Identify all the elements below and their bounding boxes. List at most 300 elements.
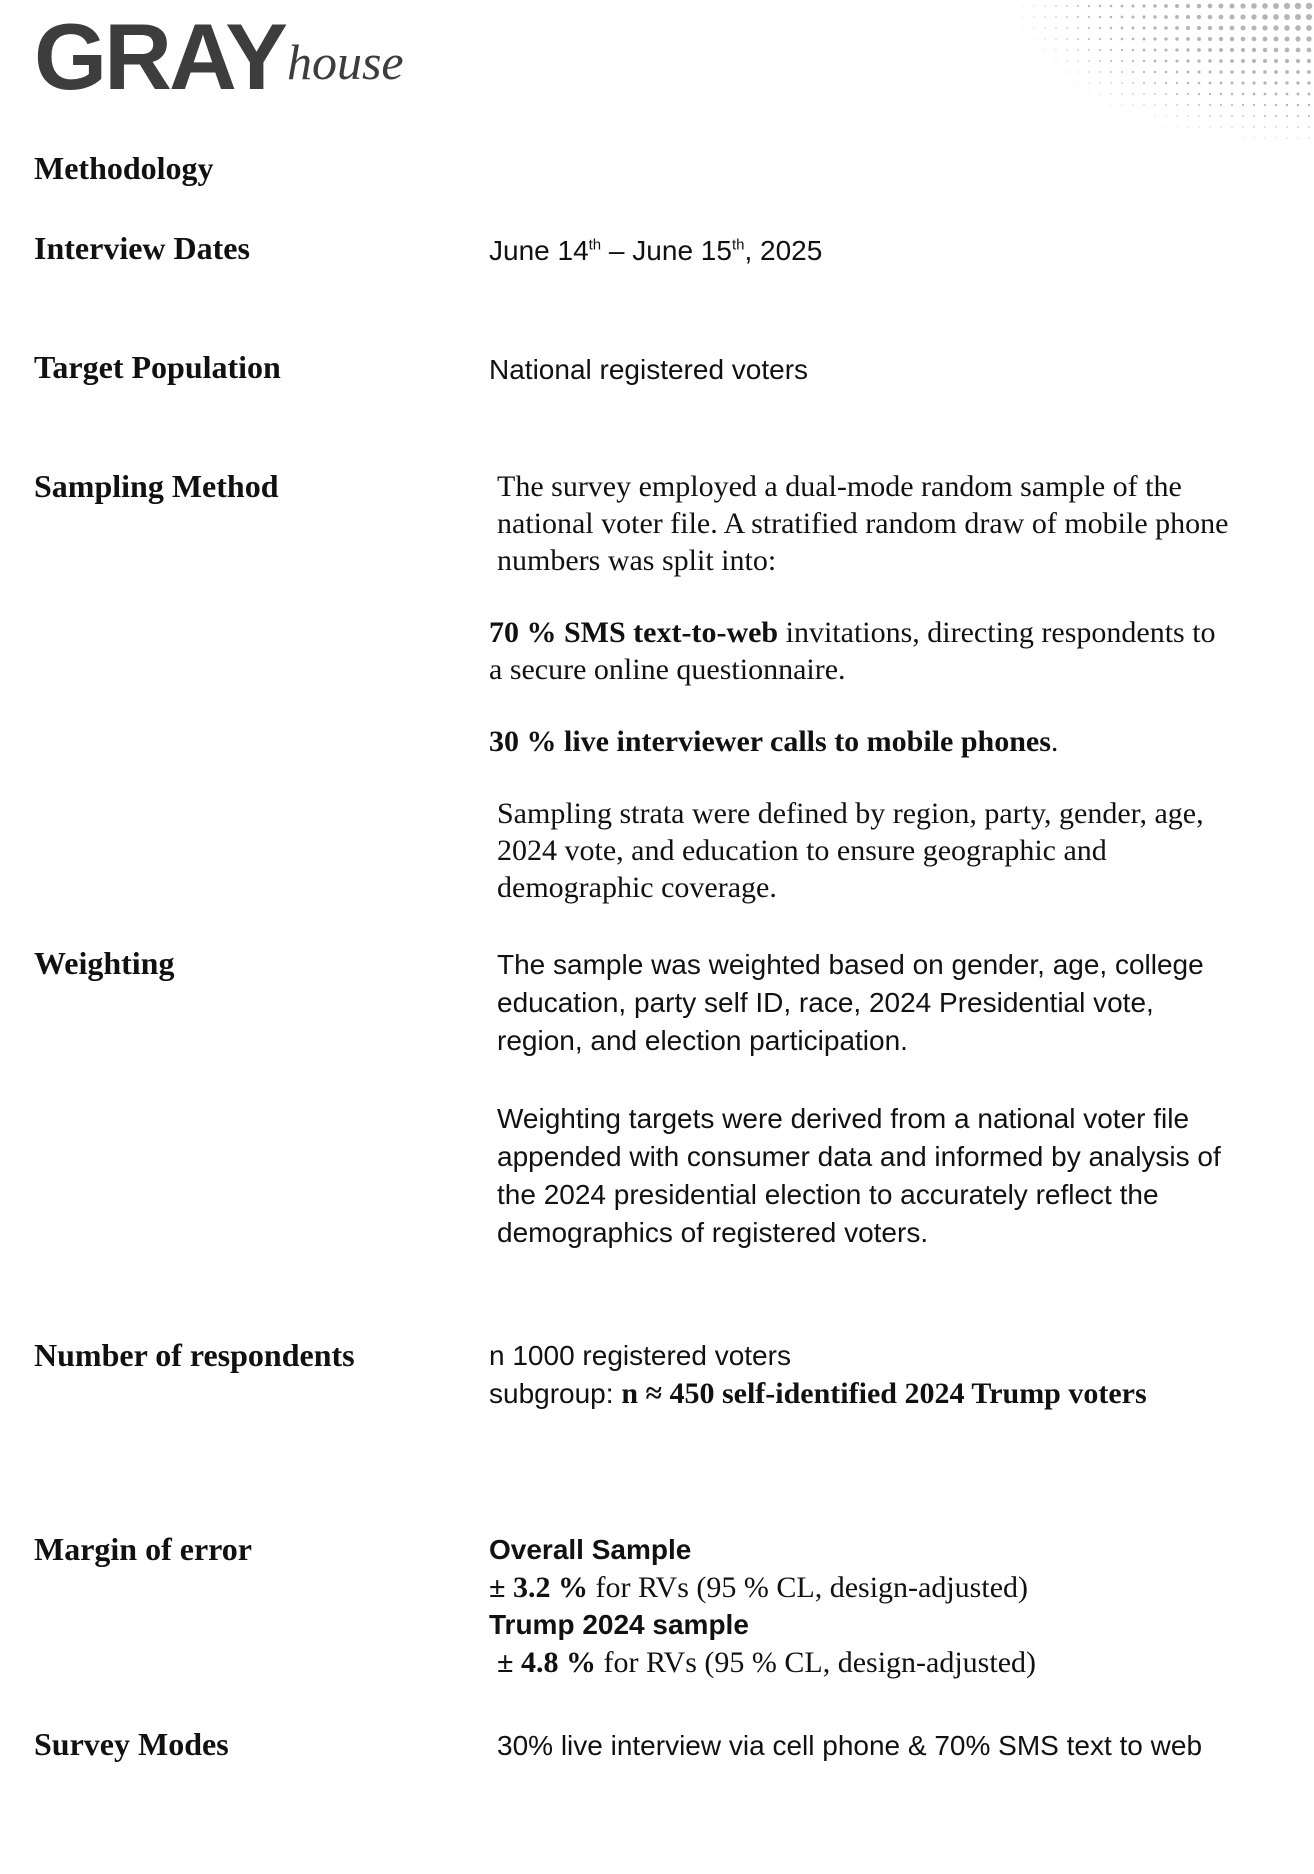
halftone-dot <box>1099 82 1100 83</box>
section-title: Methodology <box>34 150 214 186</box>
halftone-dot <box>1077 16 1079 18</box>
halftone-dot <box>1067 72 1068 73</box>
halftone-dot <box>1220 126 1221 127</box>
halftone-dot <box>1143 82 1145 84</box>
halftone-dot <box>1241 37 1246 42</box>
halftone-dot <box>1198 93 1200 95</box>
halftone-dot <box>1132 60 1134 62</box>
halftone-dot <box>1219 59 1223 63</box>
halftone-dot <box>1307 70 1311 74</box>
halftone-dot <box>1242 115 1244 117</box>
halftone-dot <box>1099 5 1101 7</box>
halftone-dot <box>1263 37 1268 42</box>
halftone-dot <box>1099 60 1101 62</box>
overall-moe: ± 3.2 % <box>489 1571 588 1604</box>
halftone-dot <box>1121 49 1123 51</box>
halftone-dot <box>1187 104 1189 106</box>
halftone-dot <box>1132 93 1133 94</box>
halftone-dot <box>1231 115 1233 117</box>
halftone-dot <box>1143 71 1145 73</box>
halftone-dot <box>1274 70 1278 74</box>
halftone-dot <box>1308 115 1310 117</box>
halftone-dot <box>1175 26 1179 30</box>
halftone-dot <box>1274 48 1279 53</box>
halftone-dot <box>1284 3 1290 9</box>
halftone-dot <box>1055 49 1056 50</box>
halftone-dot <box>1165 115 1166 116</box>
halftone-dot <box>1208 70 1211 73</box>
halftone-dot <box>1110 16 1113 19</box>
halftone-dot <box>1251 14 1256 19</box>
halftone-dot <box>1132 27 1135 30</box>
halftone-dot <box>1176 104 1178 106</box>
halftone-dot <box>1297 93 1300 96</box>
halftone-dot <box>1088 60 1090 62</box>
halftone-dot <box>1198 82 1201 85</box>
weighting-para-1: The sample was weighted based on gender, age, college education, party self ID, race, 2024 Presidential vote, region, and election participation. <box>497 949 1204 1056</box>
halftone-dot <box>1241 59 1245 63</box>
halftone-dot <box>1055 38 1056 39</box>
halftone-dot <box>1066 60 1067 61</box>
target-population-label: Target Population <box>34 349 281 385</box>
halftone-dot <box>1208 4 1213 9</box>
halftone-dot <box>1284 36 1289 41</box>
overall-sample-line <box>489 1569 1234 1606</box>
halftone-dot <box>1252 59 1256 63</box>
halftone-dot <box>1165 104 1166 105</box>
halftone-dot <box>1143 104 1144 105</box>
halftone-dot <box>1056 72 1057 73</box>
trump-sample-line <box>489 1644 1234 1681</box>
halftone-dot <box>1077 60 1078 61</box>
halftone-dot <box>1177 127 1178 128</box>
halftone-dot <box>1066 38 1067 39</box>
halftone-dot <box>1209 82 1212 85</box>
halftone-dot <box>1197 48 1201 52</box>
halftone-dot <box>1034 39 1035 40</box>
halftone-dot <box>1131 15 1134 18</box>
halftone-dot <box>1154 82 1156 84</box>
halftone-dot <box>1252 37 1257 42</box>
halftone-dot <box>1253 104 1255 106</box>
halftone-dot <box>1175 15 1179 19</box>
respondents-subgroup <box>489 1375 1234 1413</box>
halftone-dot <box>1253 126 1254 127</box>
halftone-dot <box>1110 93 1111 94</box>
halftone-dot <box>1144 116 1145 117</box>
halftone-dot <box>1132 82 1134 84</box>
halftone-dot <box>1285 59 1289 63</box>
halftone-dot <box>1197 15 1201 19</box>
halftone-dot <box>1143 38 1146 41</box>
halftone-dot <box>1153 37 1156 40</box>
halftone-dot <box>1286 126 1287 127</box>
halftone-dot <box>1164 37 1167 40</box>
halftone-dot <box>1132 71 1134 73</box>
halftone-dot <box>1197 37 1201 41</box>
halftone-dot <box>1055 16 1056 17</box>
halftone-dot <box>1187 93 1189 95</box>
halftone-dot <box>1066 27 1068 29</box>
halftone-dot <box>1110 82 1111 83</box>
halftone-dot <box>1110 60 1112 62</box>
halftone-dot <box>1254 138 1255 139</box>
halftone-dot <box>1121 71 1123 73</box>
halftone-dot <box>1219 48 1223 52</box>
interview-dates-value <box>489 232 1234 270</box>
halftone-dot <box>1284 25 1290 31</box>
halftone-dot <box>1100 94 1101 95</box>
halftone-dot <box>1231 82 1234 85</box>
halftone-dot <box>1077 38 1079 40</box>
halftone-dot <box>1186 4 1190 8</box>
halftone-dot <box>1240 3 1245 8</box>
halftone-dot <box>1285 81 1288 84</box>
halftone-dot <box>1121 93 1122 94</box>
survey-modes-label: Survey Modes <box>34 1726 229 1762</box>
halftone-dot <box>1165 93 1167 95</box>
halftone-dot <box>1264 104 1266 106</box>
halftone-dot <box>1121 38 1124 41</box>
halftone-dot <box>1142 15 1145 18</box>
sampling-sms-line <box>489 614 1234 688</box>
halftone-dot <box>1121 27 1124 30</box>
halftone-dot <box>1187 115 1188 116</box>
halftone-dot <box>1230 15 1235 20</box>
halftone-dot <box>1110 27 1112 29</box>
halftone-dot <box>1142 4 1145 7</box>
sampling-live-line <box>489 723 1234 760</box>
halftone-dot <box>1263 81 1266 84</box>
sampling-live-rest: . <box>1050 725 1059 758</box>
halftone-dot <box>1023 17 1024 18</box>
halftone-dot <box>1241 26 1246 31</box>
brand-logo <box>34 4 404 109</box>
halftone-dot <box>1208 59 1211 62</box>
halftone-dot <box>1175 48 1178 51</box>
halftone-dot <box>1242 126 1243 127</box>
halftone-dot <box>1133 116 1134 117</box>
halftone-dot <box>1252 81 1255 84</box>
weighting-label: Weighting <box>34 945 175 981</box>
halftone-dot <box>1209 104 1211 106</box>
halftone-dot <box>1088 16 1090 18</box>
subgroup-prefix: subgroup: <box>489 1378 622 1409</box>
halftone-dot <box>1153 26 1156 29</box>
halftone-dot <box>1306 3 1313 10</box>
halftone-dot <box>1044 5 1045 6</box>
halftone-dot <box>1274 81 1277 84</box>
halftone-dot <box>1307 59 1311 63</box>
halftone-dot <box>1132 38 1135 41</box>
weighting-value <box>489 946 1234 1252</box>
sampling-sms-bold: 70 % SMS text-to-web <box>489 616 779 649</box>
halftone-dot <box>1186 26 1190 30</box>
halftone-dot <box>1045 61 1046 62</box>
halftone-dot <box>1034 17 1035 18</box>
halftone-dot <box>1230 26 1235 31</box>
halftone-dot <box>1284 14 1290 20</box>
halftone-dot <box>1219 15 1224 20</box>
halftone-dot <box>1306 14 1312 20</box>
halftone-dot <box>1121 5 1124 8</box>
halftone-dot <box>1186 59 1189 62</box>
halftone-dot <box>1296 81 1299 84</box>
halftone-dot <box>1208 26 1212 30</box>
trump-moe-rest: for RVs (95 % CL, design-adjusted) <box>595 1646 1036 1679</box>
halftone-dot <box>1209 93 1211 95</box>
halftone-dot <box>1066 49 1067 50</box>
halftone-dot <box>1308 104 1310 106</box>
halftone-dot <box>1274 59 1278 63</box>
halftone-dot <box>1296 48 1301 53</box>
halftone-dot <box>1243 138 1244 139</box>
halftone-dot <box>1166 127 1167 128</box>
survey-modes-value <box>489 1727 1234 1765</box>
halftone-dot <box>1186 37 1190 41</box>
halftone-dot <box>1044 38 1045 39</box>
halftone-dot <box>1286 104 1288 106</box>
halftone-dot <box>1252 48 1256 52</box>
halftone-decoration <box>984 0 1314 180</box>
halftone-dot <box>1308 137 1309 138</box>
halftone-dot <box>1295 3 1301 9</box>
halftone-dot <box>1232 138 1233 139</box>
halftone-dot <box>1197 59 1200 62</box>
halftone-dot <box>1230 59 1234 63</box>
halftone-dot <box>1143 49 1146 52</box>
halftone-dot <box>1154 71 1156 73</box>
sampling-live-bold: 30 % live interviewer calls to mobile phones <box>489 725 1051 758</box>
halftone-dot <box>1242 93 1245 96</box>
halftone-dot <box>1111 105 1112 106</box>
sampling-strata: Sampling strata were defined by region, party, gender, age, 2024 vote, and education to ensure geographic and demographic coverage. <box>497 797 1204 904</box>
start-date: June 14 <box>489 235 589 266</box>
halftone-dot <box>1176 93 1178 95</box>
halftone-dot <box>1164 15 1168 19</box>
halftone-dot <box>1164 48 1167 51</box>
halftone-dot <box>1265 138 1266 139</box>
halftone-dot <box>1208 37 1212 41</box>
halftone-dot <box>1230 37 1234 41</box>
halftone-dot <box>1220 82 1223 85</box>
halftone-dot <box>1221 138 1222 139</box>
halftone-dot <box>1263 59 1267 63</box>
halftone-dot <box>1274 37 1279 42</box>
halftone-dot <box>1220 115 1222 117</box>
halftone-dot <box>1263 48 1267 52</box>
halftone-dot <box>1231 104 1233 106</box>
start-date-suffix: th <box>588 236 602 254</box>
halftone-dot <box>1286 93 1289 96</box>
halftone-dot <box>1275 104 1277 106</box>
halftone-dot <box>1099 27 1101 29</box>
halftone-dot <box>1066 16 1068 18</box>
halftone-dot <box>1264 115 1266 117</box>
halftone-dot <box>1131 4 1134 7</box>
end-date-suffix: th <box>731 236 745 254</box>
halftone-dot <box>1154 93 1156 95</box>
halftone-dot <box>1088 82 1089 83</box>
halftone-dot <box>1273 3 1279 9</box>
halftone-dot <box>1175 37 1179 41</box>
halftone-dot <box>1188 127 1189 128</box>
halftone-dot <box>1044 16 1045 17</box>
weighting-para-2: Weighting targets were derived from a national voter file appended with consumer data and informed by analysis of the 2024 presidential election to accurately reflect the demographics of registered voters. <box>497 1103 1221 1248</box>
halftone-dot <box>1262 3 1268 9</box>
halftone-dot <box>1110 71 1112 73</box>
halftone-dot <box>1295 25 1301 31</box>
halftone-dot <box>1295 36 1300 41</box>
halftone-dot <box>1220 104 1222 106</box>
halftone-dot <box>1308 93 1311 96</box>
halftone-dot <box>1110 49 1112 51</box>
halftone-dot <box>1220 93 1222 95</box>
halftone-dot <box>1122 105 1123 106</box>
halftone-dot <box>1142 26 1145 29</box>
halftone-dot <box>1110 38 1112 40</box>
halftone-dot <box>1307 48 1312 53</box>
date-year: , 2025 <box>744 235 823 266</box>
halftone-dot <box>1164 26 1168 30</box>
trump-sample-title: Trump 2024 sample <box>489 1609 749 1640</box>
halftone-dot <box>1055 5 1057 7</box>
halftone-dot <box>1154 104 1155 105</box>
halftone-dot <box>1275 93 1278 96</box>
halftone-dot <box>1088 38 1090 40</box>
halftone-dot <box>1055 27 1056 28</box>
halftone-dot <box>1240 14 1245 19</box>
halftone-dot <box>1306 36 1311 41</box>
halftone-dot <box>1155 116 1156 117</box>
survey-modes-text: 30% live interview via cell phone & 70% SMS text to web <box>497 1730 1203 1761</box>
halftone-dot <box>1078 83 1079 84</box>
halftone-dot <box>1219 37 1223 41</box>
halftone-dot <box>1306 25 1312 31</box>
halftone-dot <box>1176 115 1177 116</box>
halftone-dot <box>1197 4 1201 8</box>
halftone-dot <box>1186 48 1189 51</box>
halftone-dot <box>1165 71 1168 74</box>
halftone-dot <box>1099 38 1101 40</box>
subgroup-bold: n ≈ 450 self-identified 2024 Trump voters <box>621 1377 1147 1410</box>
halftone-dot <box>1241 81 1244 84</box>
halftone-dot <box>1077 27 1079 29</box>
halftone-dot <box>1143 60 1145 62</box>
halftone-dot <box>1153 15 1156 18</box>
sampling-sms-rest: invitations, directing respondents to a secure online questionnaire. <box>489 616 1216 686</box>
halftone-dot <box>1121 16 1124 19</box>
halftone-dot <box>1175 4 1179 8</box>
halftone-dot <box>1262 14 1268 20</box>
halftone-dot <box>1023 28 1024 29</box>
halftone-dot <box>1229 3 1234 8</box>
halftone-dot <box>1077 49 1079 51</box>
halftone-dot <box>1175 59 1178 62</box>
halftone-dot <box>1242 104 1244 106</box>
halftone-dot <box>1176 71 1179 74</box>
halftone-dot <box>1099 16 1101 18</box>
halftone-dot <box>1262 25 1267 30</box>
respondents-label: Number of respondents <box>34 1337 355 1373</box>
halftone-dot <box>1154 60 1157 63</box>
halftone-dot <box>1285 70 1289 74</box>
halftone-dot <box>1251 25 1256 30</box>
halftone-dot <box>1153 4 1157 8</box>
halftone-dot <box>1033 5 1034 6</box>
halftone-dot <box>1264 126 1265 127</box>
sampling-method-value <box>489 468 1234 906</box>
halftone-dot <box>1187 82 1189 84</box>
halftone-dot <box>1132 104 1133 105</box>
halftone-dot <box>1154 49 1157 52</box>
halftone-dot <box>1088 49 1090 51</box>
halftone-dot <box>1253 115 1255 117</box>
halftone-dot <box>1132 49 1135 52</box>
halftone-dot <box>1176 82 1178 84</box>
halftone-dot <box>1286 115 1288 117</box>
halftone-dot <box>1297 126 1299 128</box>
halftone-dot <box>1198 104 1200 106</box>
logo-house-text: house <box>286 34 404 90</box>
halftone-dot <box>1252 70 1256 74</box>
halftone-dot <box>1121 82 1123 84</box>
halftone-dot <box>1164 4 1168 8</box>
halftone-dot <box>1219 4 1224 9</box>
halftone-dot <box>1308 126 1310 128</box>
halftone-dot <box>1230 48 1234 52</box>
halftone-dot <box>1219 70 1222 73</box>
halftone-dot <box>1276 138 1277 139</box>
halftone-dot <box>1285 48 1290 53</box>
halftone-dot <box>1307 81 1310 84</box>
trump-moe: ± 4.8 % <box>497 1646 596 1679</box>
halftone-dot <box>1197 26 1201 30</box>
overall-sample-title: Overall Sample <box>489 1534 692 1565</box>
halftone-dot <box>1187 71 1190 74</box>
halftone-dot <box>1165 60 1168 63</box>
margin-of-error-value <box>489 1531 1234 1681</box>
halftone-dot <box>1230 70 1233 73</box>
date-dash: – <box>601 235 633 266</box>
target-population-value: National registered voters <box>489 354 809 385</box>
halftone-dot <box>1297 104 1299 106</box>
halftone-dot <box>1045 50 1046 51</box>
halftone-dot <box>1121 60 1123 62</box>
halftone-dot <box>1253 93 1256 96</box>
interview-dates-label: Interview Dates <box>34 230 250 266</box>
halftone-dot <box>1208 48 1212 52</box>
halftone-dot <box>1077 5 1079 7</box>
halftone-dot <box>1297 137 1298 138</box>
halftone-dot <box>1209 115 1211 117</box>
sampling-intro: The survey employed a dual-mode random sample of the national voter file. A stratified random draw of mobile phone numbers was split into: <box>497 470 1229 577</box>
halftone-dot <box>1275 126 1276 127</box>
halftone-dot <box>1099 49 1101 51</box>
halftone-dot <box>1273 14 1279 20</box>
halftone-dot <box>1034 28 1035 29</box>
halftone-dot <box>1241 48 1245 52</box>
halftone-dot <box>1198 71 1201 74</box>
halftone-dot <box>1056 61 1057 62</box>
halftone-dot <box>1143 93 1145 95</box>
halftone-dot <box>1264 93 1267 96</box>
halftone-dot <box>1198 115 1199 116</box>
overall-moe-rest: for RVs (95 % CL, design-adjusted) <box>587 1571 1028 1604</box>
halftone-dot <box>1089 94 1090 95</box>
halftone-dot <box>1273 25 1278 30</box>
halftone-dot <box>1088 27 1090 29</box>
